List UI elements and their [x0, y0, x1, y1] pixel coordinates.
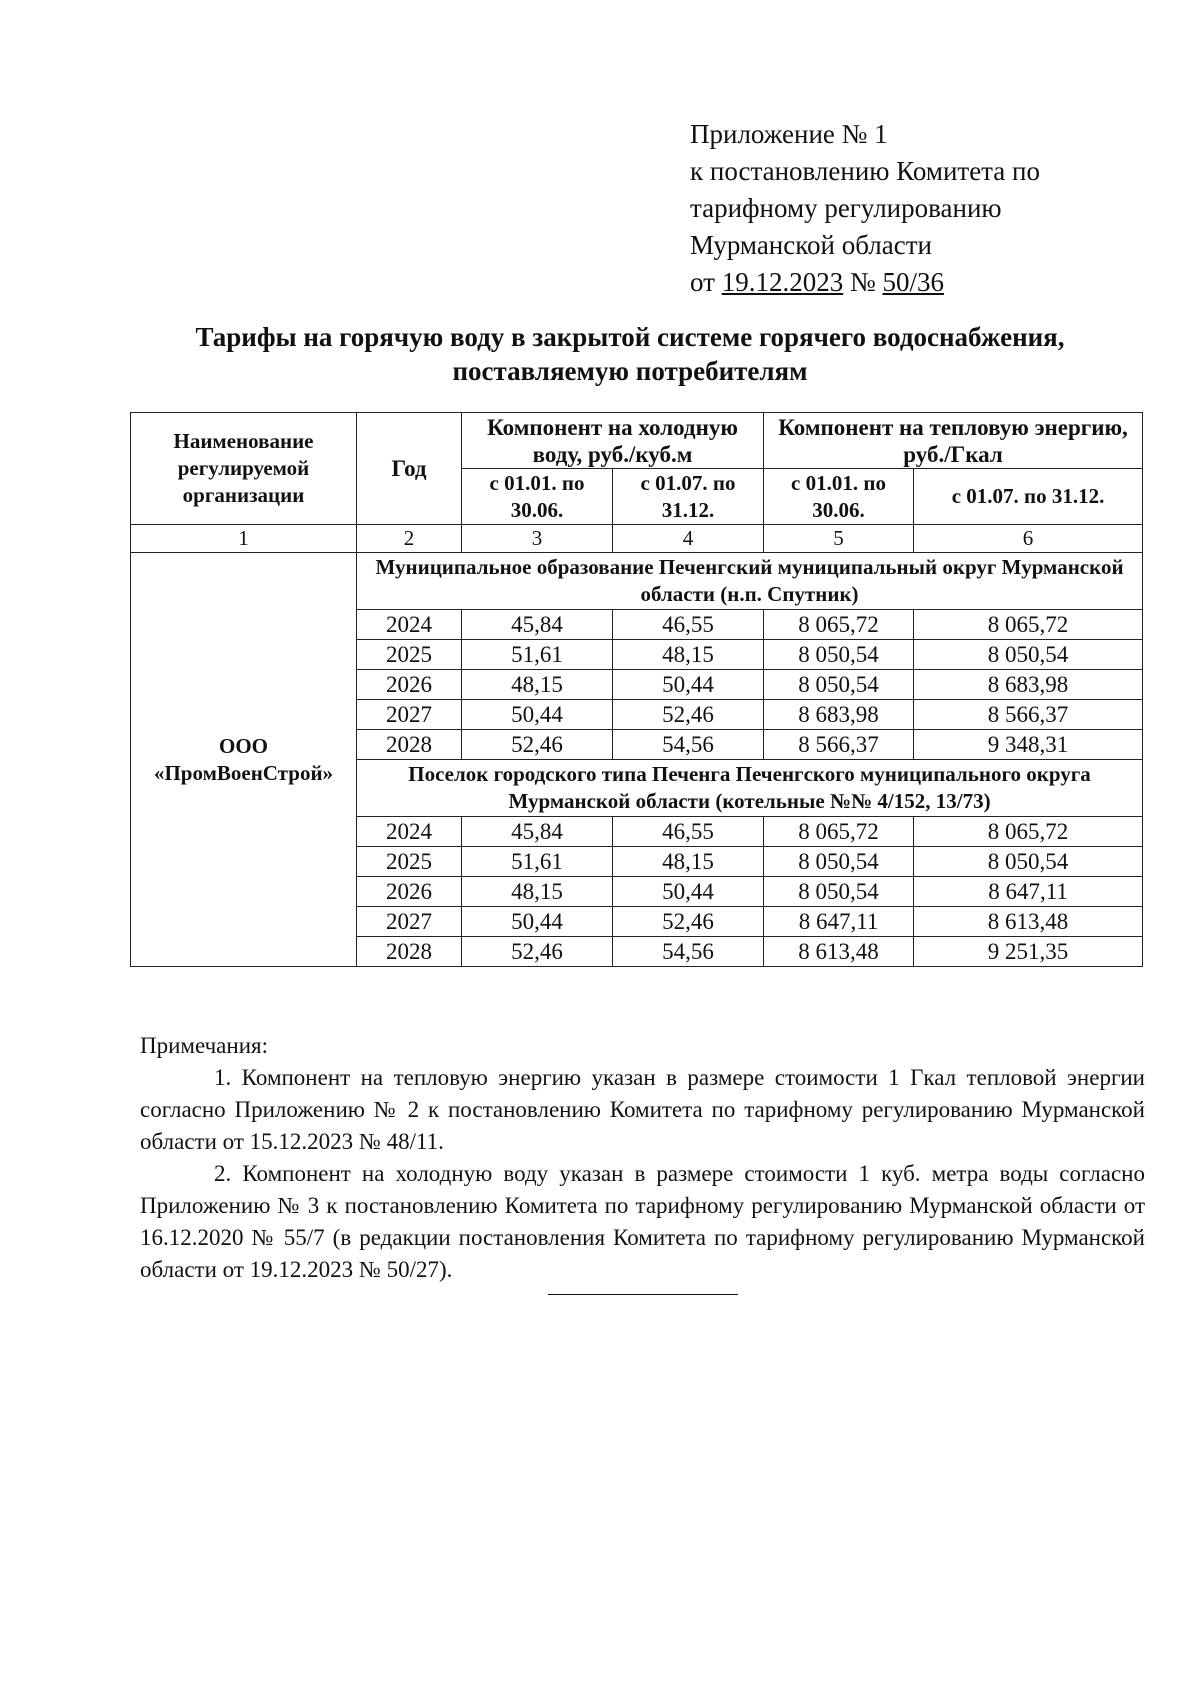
column-number: 1	[131, 525, 357, 553]
appendix-line-4: Мурманской области	[690, 230, 932, 260]
value-cell: 8 050,54	[764, 640, 914, 670]
header-cold-period-2: с 01.07. по 31.12.	[613, 469, 764, 525]
value-cell: 50,44	[462, 907, 613, 937]
year-cell: 2027	[357, 907, 462, 937]
value-cell: 48,15	[613, 847, 764, 877]
value-cell: 8 050,54	[764, 877, 914, 907]
tariff-table	[130, 412, 1143, 967]
value-cell: 8 065,72	[764, 610, 914, 640]
header-heat-period-1: с 01.01. по 30.06.	[764, 469, 914, 525]
value-cell: 8 647,11	[764, 907, 914, 937]
value-cell: 48,15	[613, 640, 764, 670]
document-title	[150, 320, 1110, 388]
value-cell: 8 050,54	[764, 847, 914, 877]
value-cell: 51,61	[462, 847, 613, 877]
value-cell: 8 050,54	[914, 640, 1143, 670]
title-line-1: Тарифы на горячую воду в закрытой системе горячего водоснабжения,	[195, 322, 1065, 352]
value-cell: 8 050,54	[914, 847, 1143, 877]
column-number: 5	[764, 525, 914, 553]
end-divider	[548, 1294, 738, 1295]
appendix-block	[690, 116, 1040, 301]
year-cell: 2028	[357, 730, 462, 760]
section-title: Поселок городского типа Печенга Печенгского муниципального округа Мурманской области (котельные №№ 4/152, 13/73)	[357, 760, 1143, 817]
column-number: 2	[357, 525, 462, 553]
appendix-line-3: тарифному регулированию	[690, 193, 1002, 223]
value-cell: 8 683,98	[914, 670, 1143, 700]
column-number: 4	[613, 525, 764, 553]
value-cell: 51,61	[462, 640, 613, 670]
year-cell: 2025	[357, 847, 462, 877]
year-cell: 2024	[357, 610, 462, 640]
value-cell: 8 065,72	[764, 817, 914, 847]
year-cell: 2024	[357, 817, 462, 847]
value-cell: 54,56	[613, 937, 764, 967]
column-number-row	[131, 525, 1143, 553]
header-year: Год	[357, 413, 462, 525]
year-cell: 2026	[357, 670, 462, 700]
resolution-number: 50/36	[882, 267, 944, 297]
value-cell: 52,46	[462, 937, 613, 967]
value-cell: 48,15	[462, 670, 613, 700]
value-cell: 8 647,11	[914, 877, 1143, 907]
header-cold-period-1: с 01.01. по 30.06.	[462, 469, 613, 525]
value-cell: 50,44	[613, 877, 764, 907]
value-cell: 9 348,31	[914, 730, 1143, 760]
header-heat-period-2: с 01.07. по 31.12.	[914, 469, 1143, 525]
value-cell: 8 065,72	[914, 610, 1143, 640]
date-prefix: от	[690, 267, 722, 297]
value-cell: 54,56	[613, 730, 764, 760]
year-cell: 2028	[357, 937, 462, 967]
column-number: 6	[914, 525, 1143, 553]
value-cell: 52,46	[462, 730, 613, 760]
value-cell: 46,55	[613, 610, 764, 640]
year-cell: 2027	[357, 700, 462, 730]
appendix-date-line	[690, 264, 1040, 301]
resolution-date: 19.12.2023	[721, 267, 844, 297]
header-cold-water: Компонент на холодную воду, руб./куб.м	[462, 413, 764, 469]
value-cell: 8 613,48	[764, 937, 914, 967]
value-cell: 50,44	[462, 700, 613, 730]
value-cell: 9 251,35	[914, 937, 1143, 967]
value-cell: 46,55	[613, 817, 764, 847]
organization-name: ООО «ПромВоенСтрой»	[131, 553, 357, 967]
notes-block	[140, 1030, 1145, 1286]
value-cell: 45,84	[462, 610, 613, 640]
value-cell: 48,15	[462, 877, 613, 907]
year-cell: 2025	[357, 640, 462, 670]
year-cell: 2026	[357, 877, 462, 907]
value-cell: 52,46	[613, 907, 764, 937]
section-title: Муниципальное образование Печенгский муниципальный округ Мурманской области (н.п. Спутник)	[357, 553, 1143, 610]
note-item-2: 2. Компонент на холодную воду указан в размере стоимости 1 куб. метра воды согласно Приложению № 3 к постановлению Комитета по тарифному регулированию Мурманской области от 16.12.2020 № 55/7 (в редакции постановления Комитета по тарифному регулированию Мурманской области от 19.12.2023 № 50/27).	[140, 1161, 1145, 1282]
value-cell: 8 683,98	[764, 700, 914, 730]
value-cell: 8 566,37	[914, 700, 1143, 730]
number-prefix: №	[843, 267, 883, 297]
value-cell: 50,44	[613, 670, 764, 700]
value-cell: 8 613,48	[914, 907, 1143, 937]
value-cell: 8 566,37	[764, 730, 914, 760]
title-line-2: поставляемую потребителям	[452, 356, 808, 386]
value-cell: 8 050,54	[764, 670, 914, 700]
appendix-line-2: к постановлению Комитета по	[690, 156, 1040, 186]
value-cell: 8 065,72	[914, 817, 1143, 847]
note-item-1: 1. Компонент на тепловую энергию указан в размере стоимости 1 Гкал тепловой энергии согласно Приложению № 2 к постановлению Комитета по тарифному регулированию Мурманской области от 15.12.2023 № 48/11.	[140, 1065, 1145, 1154]
value-cell: 45,84	[462, 817, 613, 847]
notes-heading: Примечания:	[140, 1033, 268, 1058]
column-number: 3	[462, 525, 613, 553]
appendix-line-1: Приложение № 1	[690, 119, 888, 149]
value-cell: 52,46	[613, 700, 764, 730]
header-org: Наименование регулируемой организации	[131, 413, 357, 525]
header-heat: Компонент на тепловую энергию, руб./Гкал	[764, 413, 1143, 469]
